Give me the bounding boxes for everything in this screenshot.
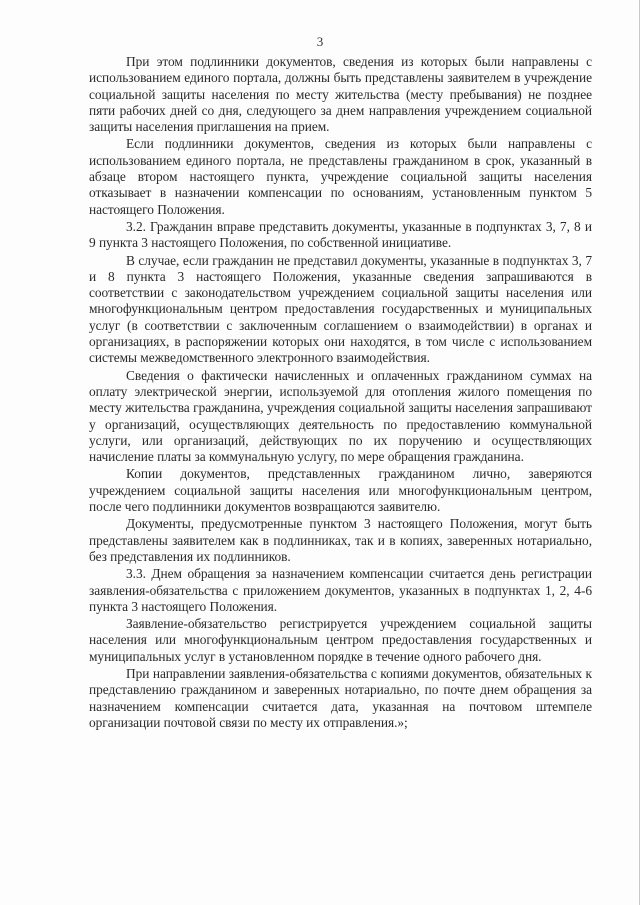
paragraph-postal-submission: При направлении заявления-обязательства с копиями документов, обязательных к представлению гражданином и заверенных нотариально, по почте днем обращения за назначением компенсации считается дата, указанная на почтовом штемпеле организации почтовой связи по месту их отправления.»; [89, 665, 592, 730]
paragraph-originals-deadline: При этом подлинники документов, сведения из которых были направлены с использованием единого портала, должны быть представлены заявителем в учреждение социальной защиты населения по месту жительства (месту пребывания) не позднее пяти рабочих дней со дня, следующего за днем направления учреждением социальной защиты населения приглашения на прием. [89, 54, 592, 135]
paragraph-3-2-own-initiative: 3.2. Гражданин вправе представить документы, указанные в подпунктах 3, 7, 8 и 9 пункта 3 настоящего Положения, по собственной инициативе. [89, 218, 592, 251]
paragraph-electricity-payments: Сведения о фактически начисленных и оплаченных гражданином суммах на оплату электрической энергии, используемой для отопления жилого помещения по месту жительства гражданина, учреждения социальной защиты населения запрашивают у организаций, осуществляющих деятельность по предоставлению коммунальной услуги, или организаций, действующих по их поручению и осуществляющих начисление платы за коммунальную услугу, по мере обращения гражданина. [89, 367, 592, 465]
page-number: 3 [316, 34, 324, 49]
paragraph-registration: Заявление-обязательство регистрируется учреждением социальной защиты населения или многофункциональным центром предоставления государственных и муниципальных услуг в установленном порядке в течение одного рабочего дня. [89, 616, 592, 664]
paragraph-copies-certified: Копии документов, представленных гражданином лично, заверяются учреждением социальной защиты населения или многофункциональным центром, после чего подлинники документов возвращаются заявителю. [89, 466, 592, 515]
paragraph-refusal-if-not-presented: Если подлинники документов, сведения из которых были направлены с использованием единого портала, не представлены гражданином в срок, указанный в абзаце втором настоящего пункта, учреждение социальной защиты населения отказывает в назначении компенсации по основаниям, установленным пунктом 5 настоящего Положения. [89, 136, 592, 217]
paragraph-interagency-request: В случае, если гражданин не представил документы, указанные в подпунктах 3, 7 и 8 пункта 3 настоящего Положения, указанные сведения запрашиваются в соответствии с законодательством учреждением социальной защиты населения или многофункциональным центром предоставления государственных и муниципальных услуг (в соответствии с заключенным соглашением о взаимодействии) в органах и организациях, в распоряжении которых они находятся, в том числе с использованием системы межведомственного электронного взаимодействия. [89, 252, 592, 366]
paragraph-3-3-application-date: 3.3. Днем обращения за назначением компенсации считается день регистрации заявления-обязательства с приложением документов, указанных в подпунктах 1, 2, 4-6 пункта 3 настоящего Положения. [89, 566, 592, 614]
paragraph-notarized-copies: Документы, предусмотренные пунктом 3 настоящего Положения, могут быть представлены заявителем как в подлинниках, так и в копиях, заверенных нотариально, без представления их подлинников. [89, 516, 592, 564]
document-body [89, 54, 592, 732]
